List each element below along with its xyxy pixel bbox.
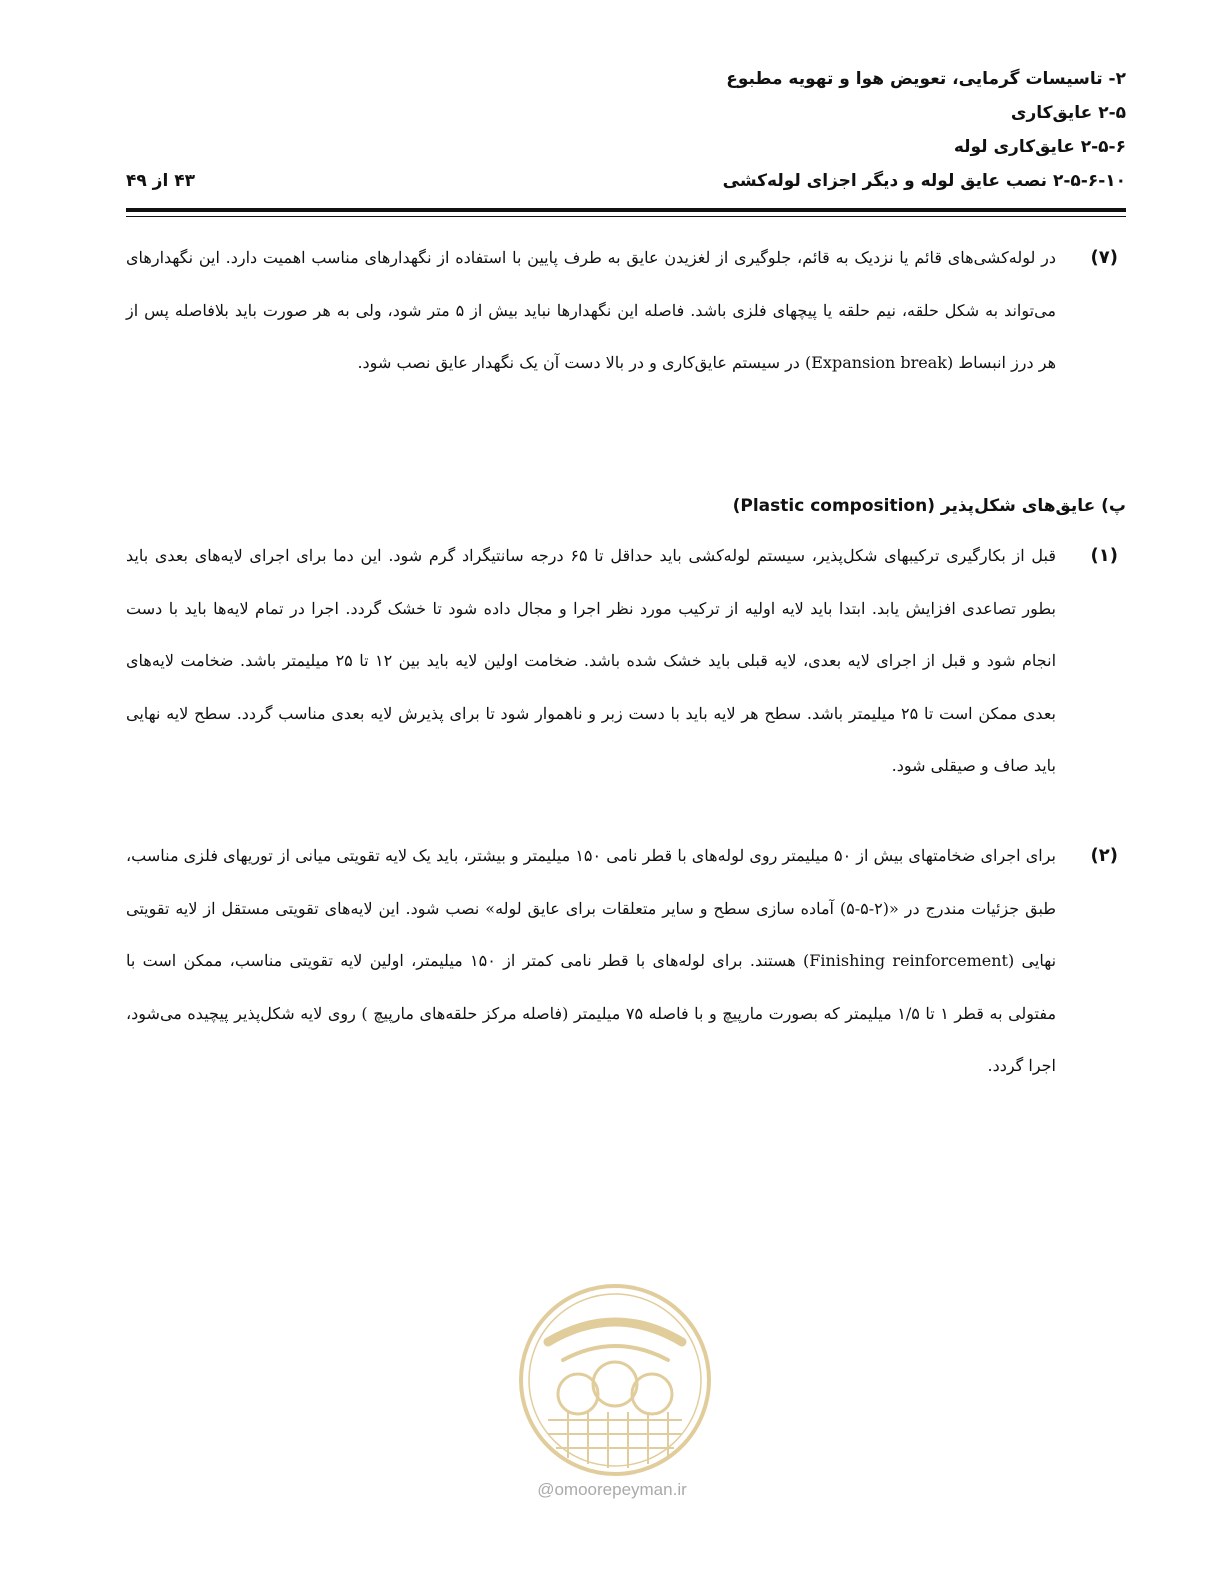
header-rule-thin [126,216,1126,217]
watermark-website: @omoorepeyman.ir [537,1480,687,1499]
paragraph-2 [126,830,1126,1093]
watermark-logo [508,1282,722,1478]
header-section-title: ۲-۵ عایق‌کاری [1010,103,1126,123]
header-subsection-title: ۲-۵-۶ عایق‌کاری لوله [953,137,1126,157]
paragraph-number: (۷) [1090,247,1118,268]
paragraph-7 [126,232,1126,390]
document-header [126,62,1126,198]
header-clause-title: ۲-۵-۶-۱۰ نصب عایق لوله و دیگر اجزای لوله‌کشی [722,171,1126,191]
paragraph-number: (۱) [1090,545,1118,566]
header-rule-thick [126,208,1126,212]
paragraph-1 [126,530,1126,793]
paragraph-text: در لوله‌کشی‌های قائم یا نزدیک به قائم، جلوگیری از لغزیدن عایق به طرف پایین با استفاده از نگهدارهای مناسب اهمیت دارد. این نگهدارهای می‌تواند به شکل حلقه، نیم حلقه یا پیچهای فلزی باشد. فاصله این نگهدارها نباید بیش از ۵ متر شود، ولی به هر صورت باید بلافاصله پس از هر درز انبساط (Expansion break) در سیستم عایق‌کاری و در بالا دست آن یک نگهدار عایق نصب شود. [126,248,1056,372]
page-number: ۴۳ از ۴۹ [126,171,195,191]
paragraph-text: برای اجرای ضخامتهای بیش از ۵۰ میلیمتر روی لوله‌های با قطر نامی ۱۵۰ میلیمتر و بیشتر، باید یک لایه تقویتی میانی از توریهای فلزی مناسب، طبق جزئیات مندرج در «(۲-۵-۵) آماده سازی سطح و سایر متعلقات برای عایق لوله» نصب شود. این لایه‌های تقویتی مستقل از لایه تقویتی نهایی (Finishing reinforcement) هستند. برای لوله‌های با قطر نامی کمتر از ۱۵۰ میلیمتر، اولین لایه تقویتی مناسب، ممکن است با مفتولی به قطر ۱ تا ۱/۵ میلیمتر که بصورت مارپیچ و با فاصله ۷۵ میلیمتر (فاصله مرکز حلقه‌های مارپیچ ) روی لایه شکل‌پذیر پیچیده می‌شود، اجرا گردد. [126,846,1057,1075]
paragraph-number: (۲) [1090,845,1118,866]
section-heading: پ) عایق‌های شکل‌پذیر (Plastic composition) [732,496,1126,516]
paragraph-text: قبل از بکارگیری ترکیبهای شکل‌پذیر، سیستم لوله‌کشی باید حداقل تا ۶۵ درجه سانتیگراد گرم شود. این دما برای اجرای لایه‌های بعدی باید بطور تصاعدی افزایش یابد. ابتدا باید لایه اولیه از ترکیب مورد نظر اجرا و مجال داده شود تا خشک گردد. اجرا در تمام لایه‌ها باید با دست انجام شود و قبل از اجرای لایه بعدی، لایه قبلی باید خشک شده باشد. ضخامت اولین لایه باید بین ۱۲ تا ۲۵ میلیمتر باشد. ضخامت لایه‌های بعدی ممکن است تا ۲۵ میلیمتر باشد. سطح هر لایه باید با دست زبر و ناهموار شود تا برای پذیرش لایه بعدی مناسب گردد. سطح لایه نهایی باید صاف و صیقلی شود. [126,546,1057,775]
header-chapter-title: ۲- تاسیسات گرمایی، تعویض هوا و تهویه مطبوع [726,69,1126,89]
